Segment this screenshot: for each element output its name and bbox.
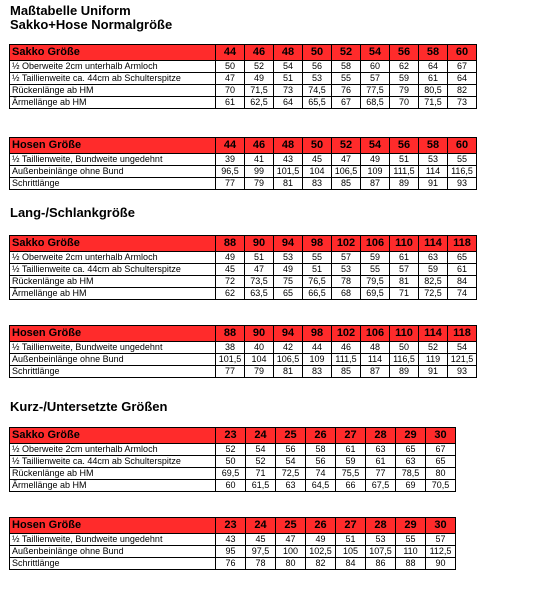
measurement-value: 77,5 xyxy=(361,85,390,97)
measurement-label: Außenbeinlänge ohne Bund xyxy=(10,354,216,366)
measurement-value: 79 xyxy=(245,366,274,378)
measurement-value: 39 xyxy=(216,154,245,166)
measurement-value: 61 xyxy=(390,252,419,264)
table-header-row xyxy=(10,236,477,252)
measurement-value: 53 xyxy=(332,264,361,276)
measurement-value: 73 xyxy=(448,97,477,109)
size-header-cell: 24 xyxy=(246,518,276,534)
measurement-value: 53 xyxy=(303,73,332,85)
measurement-value: 55 xyxy=(396,534,426,546)
measurement-label: ½ Taillienweite, Bundweite ungedehnt xyxy=(10,534,216,546)
measurement-value: 61 xyxy=(419,73,448,85)
measurement-value: 83 xyxy=(303,178,332,190)
measurement-value: 45 xyxy=(246,534,276,546)
page-subtitle: Sakko+Hose Normalgröße xyxy=(10,17,173,32)
table-row xyxy=(10,252,477,264)
measurement-label: ½ Taillienweite, Bundweite ungedehnt xyxy=(10,342,216,354)
measurement-value: 64 xyxy=(448,73,477,85)
table-row xyxy=(10,366,477,378)
hosen-lang-table xyxy=(9,325,477,378)
size-header-cell: 26 xyxy=(306,518,336,534)
size-header-cell: 56 xyxy=(390,138,419,154)
size-header-cell: 46 xyxy=(245,138,274,154)
measurement-value: 63,5 xyxy=(245,288,274,300)
measurement-value: 63 xyxy=(396,456,426,468)
measurement-value: 62 xyxy=(216,288,245,300)
measurement-value: 60 xyxy=(216,480,246,492)
measurement-value: 88 xyxy=(396,558,426,570)
heading-lang-schlank: Lang-/Schlankgröße xyxy=(10,205,135,220)
measurement-value: 84 xyxy=(336,558,366,570)
measurement-value: 43 xyxy=(216,534,246,546)
measurement-value: 65 xyxy=(274,288,303,300)
measurement-value: 51 xyxy=(336,534,366,546)
measurement-value: 101,5 xyxy=(216,354,245,366)
size-header-cell: 98 xyxy=(303,326,332,342)
size-header-cell: 110 xyxy=(390,326,419,342)
measurement-value: 89 xyxy=(390,178,419,190)
size-header-cell: 44 xyxy=(216,138,245,154)
measurement-value: 111,5 xyxy=(390,166,419,178)
measurement-value: 60 xyxy=(361,61,390,73)
table-row xyxy=(10,534,456,546)
measurement-value: 61 xyxy=(448,264,477,276)
size-header-cell: 28 xyxy=(366,428,396,444)
size-header-cell: 60 xyxy=(448,45,477,61)
measurement-value: 52 xyxy=(419,342,448,354)
measurement-value: 47 xyxy=(245,264,274,276)
measurement-label: Rückenlänge ab HM xyxy=(10,468,216,480)
measurement-label: Außenbeinlänge ohne Bund xyxy=(10,166,216,178)
measurement-value: 57 xyxy=(426,534,456,546)
size-header-cell: 102 xyxy=(332,236,361,252)
measurement-label: Schrittlänge xyxy=(10,178,216,190)
measurement-value: 99 xyxy=(245,166,274,178)
measurement-value: 89 xyxy=(390,366,419,378)
measurement-value: 54 xyxy=(246,444,276,456)
measurement-value: 111,5 xyxy=(332,354,361,366)
measurement-value: 56 xyxy=(276,444,306,456)
measurement-value: 61 xyxy=(366,456,396,468)
measurement-value: 69,5 xyxy=(216,468,246,480)
measurement-value: 38 xyxy=(216,342,245,354)
measurement-value: 110 xyxy=(396,546,426,558)
measurement-value: 51 xyxy=(303,264,332,276)
measurement-value: 109 xyxy=(303,354,332,366)
measurement-value: 81 xyxy=(274,366,303,378)
measurement-value: 112,5 xyxy=(426,546,456,558)
size-header-cell: 25 xyxy=(276,428,306,444)
measurement-value: 53 xyxy=(274,252,303,264)
measurement-value: 59 xyxy=(361,252,390,264)
size-header-label: Hosen Größe xyxy=(10,138,216,154)
measurement-value: 55 xyxy=(361,264,390,276)
measurement-value: 72,5 xyxy=(276,468,306,480)
measurement-value: 61,5 xyxy=(246,480,276,492)
measurement-value: 49 xyxy=(245,73,274,85)
sakko-lang-table xyxy=(9,235,477,300)
measurement-label: ½ Oberweite 2cm unterhalb Armloch xyxy=(10,444,216,456)
size-header-cell: 48 xyxy=(274,45,303,61)
measurement-value: 76 xyxy=(216,558,246,570)
measurement-value: 58 xyxy=(332,61,361,73)
size-header-cell: 88 xyxy=(216,326,245,342)
measurement-value: 107,5 xyxy=(366,546,396,558)
measurement-value: 62 xyxy=(390,61,419,73)
measurement-value: 61 xyxy=(336,444,366,456)
measurement-value: 69 xyxy=(396,480,426,492)
size-header-cell: 54 xyxy=(361,138,390,154)
measurement-value: 75,5 xyxy=(336,468,366,480)
measurement-value: 54 xyxy=(276,456,306,468)
measurement-value: 93 xyxy=(448,366,477,378)
measurement-value: 67 xyxy=(332,97,361,109)
measurement-value: 64 xyxy=(274,97,303,109)
measurement-value: 67 xyxy=(426,444,456,456)
measurement-value: 71,5 xyxy=(245,85,274,97)
measurement-value: 51 xyxy=(274,73,303,85)
size-header-cell: 114 xyxy=(419,236,448,252)
measurement-value: 121,5 xyxy=(448,354,477,366)
measurement-value: 114 xyxy=(419,166,448,178)
size-header-cell: 50 xyxy=(303,138,332,154)
measurement-value: 86 xyxy=(366,558,396,570)
measurement-value: 114 xyxy=(361,354,390,366)
heading-kurz-untersetzt: Kurz-/Untersetzte Größen xyxy=(10,399,168,414)
table-row xyxy=(10,154,477,166)
measurement-value: 42 xyxy=(274,342,303,354)
measurement-value: 66 xyxy=(336,480,366,492)
measurement-value: 49 xyxy=(274,264,303,276)
measurement-value: 67 xyxy=(448,61,477,73)
size-header-cell: 44 xyxy=(216,45,245,61)
size-header-cell: 52 xyxy=(332,138,361,154)
measurement-label: Schrittlänge xyxy=(10,558,216,570)
measurement-value: 67,5 xyxy=(366,480,396,492)
measurement-value: 40 xyxy=(245,342,274,354)
measurement-value: 51 xyxy=(245,252,274,264)
measurement-label: ½ Taillienweite, Bundweite ungedehnt xyxy=(10,154,216,166)
size-header-cell: 60 xyxy=(448,138,477,154)
measurement-value: 83 xyxy=(303,366,332,378)
measurement-value: 53 xyxy=(366,534,396,546)
measurement-value: 43 xyxy=(274,154,303,166)
measurement-value: 91 xyxy=(419,178,448,190)
measurement-value: 70 xyxy=(216,85,245,97)
size-header-cell: 110 xyxy=(390,236,419,252)
measurement-value: 109 xyxy=(361,166,390,178)
measurement-label: ½ Taillienweite ca. 44cm ab Schulterspitze xyxy=(10,456,216,468)
measurement-label: Schrittlänge xyxy=(10,366,216,378)
measurement-label: Ärmellänge ab HM xyxy=(10,480,216,492)
measurement-value: 84 xyxy=(448,276,477,288)
measurement-value: 104 xyxy=(303,166,332,178)
table-row xyxy=(10,178,477,190)
table-row xyxy=(10,97,477,109)
measurement-value: 57 xyxy=(390,264,419,276)
measurement-value: 47 xyxy=(332,154,361,166)
measurement-value: 102,5 xyxy=(306,546,336,558)
measurement-value: 44 xyxy=(303,342,332,354)
table-row xyxy=(10,456,456,468)
measurement-value: 73,5 xyxy=(245,276,274,288)
table-row xyxy=(10,480,456,492)
measurement-value: 64,5 xyxy=(306,480,336,492)
measurement-label: ½ Taillienweite ca. 44cm ab Schulterspitze xyxy=(10,264,216,276)
table-row xyxy=(10,288,477,300)
measurement-value: 73 xyxy=(274,85,303,97)
measurement-value: 80 xyxy=(426,468,456,480)
table-row xyxy=(10,264,477,276)
size-header-label: Hosen Größe xyxy=(10,326,216,342)
table-row xyxy=(10,342,477,354)
measurement-value: 47 xyxy=(216,73,245,85)
table-row xyxy=(10,85,477,97)
measurement-value: 79 xyxy=(245,178,274,190)
measurement-value: 49 xyxy=(306,534,336,546)
size-header-cell: 29 xyxy=(396,518,426,534)
measurement-value: 55 xyxy=(448,154,477,166)
hosen-normal-table xyxy=(9,137,477,190)
size-header-cell: 106 xyxy=(361,236,390,252)
measurement-value: 81 xyxy=(274,178,303,190)
measurement-label: ½ Taillienweite ca. 44cm ab Schulterspitze xyxy=(10,73,216,85)
measurement-label: ½ Oberweite 2cm unterhalb Armloch xyxy=(10,252,216,264)
size-header-cell: 30 xyxy=(426,428,456,444)
table-row xyxy=(10,558,456,570)
measurement-value: 46 xyxy=(332,342,361,354)
measurement-value: 72,5 xyxy=(419,288,448,300)
size-header-cell: 102 xyxy=(332,326,361,342)
size-header-label: Sakko Größe xyxy=(10,428,216,444)
measurement-value: 74,5 xyxy=(303,85,332,97)
measurement-value: 64 xyxy=(419,61,448,73)
size-header-cell: 23 xyxy=(216,518,246,534)
measurement-value: 81 xyxy=(390,276,419,288)
measurement-label: Ärmellänge ab HM xyxy=(10,97,216,109)
size-header-cell: 98 xyxy=(303,236,332,252)
measurement-value: 58 xyxy=(306,444,336,456)
measurement-label: Rückenlänge ab HM xyxy=(10,276,216,288)
table-row xyxy=(10,61,477,73)
table-row xyxy=(10,444,456,456)
measurement-value: 101,5 xyxy=(274,166,303,178)
size-header-cell: 27 xyxy=(336,428,366,444)
size-header-cell: 88 xyxy=(216,236,245,252)
measurement-label: Ärmellänge ab HM xyxy=(10,288,216,300)
measurement-value: 74 xyxy=(448,288,477,300)
measurement-value: 63 xyxy=(276,480,306,492)
measurement-value: 105 xyxy=(336,546,366,558)
measurement-value: 56 xyxy=(303,61,332,73)
measurement-value: 41 xyxy=(245,154,274,166)
measurement-value: 70 xyxy=(390,97,419,109)
measurement-value: 65 xyxy=(396,444,426,456)
measurement-value: 71,5 xyxy=(419,97,448,109)
measurement-value: 65,5 xyxy=(303,97,332,109)
page-title: Maßtabelle Uniform xyxy=(10,3,131,18)
measurement-value: 52 xyxy=(216,444,246,456)
measurement-value: 90 xyxy=(426,558,456,570)
measurement-value: 116,5 xyxy=(448,166,477,178)
measurement-value: 87 xyxy=(361,366,390,378)
size-header-cell: 28 xyxy=(366,518,396,534)
table-row xyxy=(10,73,477,85)
table-header-row xyxy=(10,326,477,342)
size-header-cell: 24 xyxy=(246,428,276,444)
measurement-value: 52 xyxy=(245,61,274,73)
size-header-label: Sakko Größe xyxy=(10,45,216,61)
measurement-label: ½ Oberweite 2cm unterhalb Armloch xyxy=(10,61,216,73)
sakko-normal-table xyxy=(9,44,477,109)
table-row xyxy=(10,468,456,480)
measurement-value: 80,5 xyxy=(419,85,448,97)
measurement-value: 50 xyxy=(216,456,246,468)
measurement-value: 116,5 xyxy=(390,354,419,366)
measurement-value: 57 xyxy=(332,252,361,264)
measurement-value: 76 xyxy=(332,85,361,97)
size-header-cell: 90 xyxy=(245,236,274,252)
measurement-value: 80 xyxy=(276,558,306,570)
measurement-value: 82 xyxy=(448,85,477,97)
measurement-value: 78 xyxy=(332,276,361,288)
measurement-value: 54 xyxy=(448,342,477,354)
size-header-cell: 56 xyxy=(390,45,419,61)
measurement-value: 56 xyxy=(306,456,336,468)
measurement-value: 70,5 xyxy=(426,480,456,492)
measurement-value: 71 xyxy=(390,288,419,300)
table-header-row xyxy=(10,518,456,534)
measurement-value: 59 xyxy=(390,73,419,85)
measurement-value: 78,5 xyxy=(396,468,426,480)
size-header-cell: 94 xyxy=(274,236,303,252)
size-header-label: Hosen Größe xyxy=(10,518,216,534)
measurement-value: 78 xyxy=(246,558,276,570)
measurement-value: 59 xyxy=(419,264,448,276)
measurement-value: 79 xyxy=(390,85,419,97)
measurement-value: 74 xyxy=(306,468,336,480)
size-header-cell: 58 xyxy=(419,45,448,61)
size-header-cell: 27 xyxy=(336,518,366,534)
table-header-row xyxy=(10,428,456,444)
measurement-value: 82 xyxy=(306,558,336,570)
measurement-value: 77 xyxy=(216,366,245,378)
measurement-value: 45 xyxy=(216,264,245,276)
measurement-value: 119 xyxy=(419,354,448,366)
measurement-label: Außenbeinlänge ohne Bund xyxy=(10,546,216,558)
measurement-value: 47 xyxy=(276,534,306,546)
measurement-value: 68,5 xyxy=(361,97,390,109)
measurement-value: 53 xyxy=(419,154,448,166)
measurement-value: 100 xyxy=(276,546,306,558)
measurement-value: 87 xyxy=(361,178,390,190)
table-row xyxy=(10,276,477,288)
measurement-value: 95 xyxy=(216,546,246,558)
measurement-value: 85 xyxy=(332,178,361,190)
measurement-value: 106,5 xyxy=(274,354,303,366)
measurement-value: 50 xyxy=(390,342,419,354)
measurement-value: 51 xyxy=(390,154,419,166)
size-header-cell: 52 xyxy=(332,45,361,61)
table-row xyxy=(10,354,477,366)
measurement-value: 71 xyxy=(246,468,276,480)
measurement-value: 72 xyxy=(216,276,245,288)
size-header-cell: 54 xyxy=(361,45,390,61)
measurement-value: 55 xyxy=(303,252,332,264)
measurement-value: 85 xyxy=(332,366,361,378)
measurement-value: 93 xyxy=(448,178,477,190)
measurement-value: 82,5 xyxy=(419,276,448,288)
measurement-value: 54 xyxy=(274,61,303,73)
measurement-value: 76,5 xyxy=(303,276,332,288)
measurement-value: 49 xyxy=(361,154,390,166)
size-header-cell: 106 xyxy=(361,326,390,342)
measurement-value: 104 xyxy=(245,354,274,366)
size-header-cell: 25 xyxy=(276,518,306,534)
measurement-value: 65 xyxy=(426,456,456,468)
measurement-value: 77 xyxy=(216,178,245,190)
size-header-cell: 23 xyxy=(216,428,246,444)
sakko-kurz-table xyxy=(9,427,456,492)
size-header-cell: 118 xyxy=(448,236,477,252)
measurement-value: 45 xyxy=(303,154,332,166)
hosen-kurz-table xyxy=(9,517,456,570)
measurement-value: 63 xyxy=(419,252,448,264)
measurement-value: 66,5 xyxy=(303,288,332,300)
size-header-cell: 118 xyxy=(448,326,477,342)
measurement-value: 50 xyxy=(216,61,245,73)
size-header-label: Sakko Größe xyxy=(10,236,216,252)
size-header-cell: 26 xyxy=(306,428,336,444)
measurement-value: 106,5 xyxy=(332,166,361,178)
measurement-value: 63 xyxy=(366,444,396,456)
table-header-row xyxy=(10,45,477,61)
size-header-cell: 46 xyxy=(245,45,274,61)
size-header-cell: 114 xyxy=(419,326,448,342)
size-header-cell: 48 xyxy=(274,138,303,154)
table-row xyxy=(10,546,456,558)
measurement-value: 97,5 xyxy=(246,546,276,558)
measurement-value: 61 xyxy=(216,97,245,109)
measurement-value: 79,5 xyxy=(361,276,390,288)
measurement-label: Rückenlänge ab HM xyxy=(10,85,216,97)
measurement-value: 62,5 xyxy=(245,97,274,109)
size-header-cell: 50 xyxy=(303,45,332,61)
measurement-value: 68 xyxy=(332,288,361,300)
size-header-cell: 30 xyxy=(426,518,456,534)
measurement-value: 77 xyxy=(366,468,396,480)
measurement-value: 48 xyxy=(361,342,390,354)
table-header-row xyxy=(10,138,477,154)
table-row xyxy=(10,166,477,178)
measurement-value: 96,5 xyxy=(216,166,245,178)
size-header-cell: 90 xyxy=(245,326,274,342)
measurement-value: 52 xyxy=(246,456,276,468)
measurement-value: 49 xyxy=(216,252,245,264)
size-header-cell: 29 xyxy=(396,428,426,444)
measurement-value: 65 xyxy=(448,252,477,264)
measurement-value: 59 xyxy=(336,456,366,468)
measurement-value: 69,5 xyxy=(361,288,390,300)
size-header-cell: 94 xyxy=(274,326,303,342)
size-header-cell: 58 xyxy=(419,138,448,154)
measurement-value: 91 xyxy=(419,366,448,378)
measurement-value: 75 xyxy=(274,276,303,288)
measurement-value: 55 xyxy=(332,73,361,85)
measurement-value: 57 xyxy=(361,73,390,85)
